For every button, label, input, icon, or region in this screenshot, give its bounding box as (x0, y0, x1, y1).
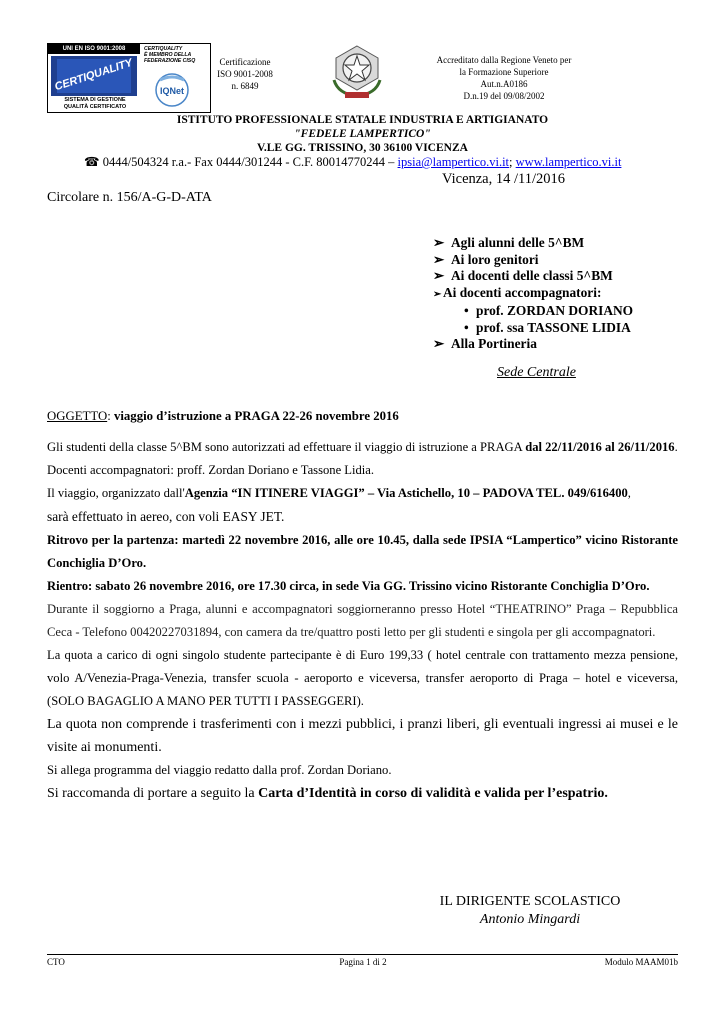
recipient-item (433, 336, 633, 353)
member-caption (144, 46, 208, 64)
accredit-line-1: Accreditato dalla Regione Veneto per (436, 55, 572, 65)
recipient-label: Agli alunni delle 5^BM (451, 235, 585, 250)
iqnet-logo (146, 70, 204, 110)
member-line-1: CERTIQUALITY (144, 46, 183, 52)
recipient-item (433, 285, 633, 304)
system-line-1: SISTEMA DI GESTIONE (64, 97, 126, 103)
paragraph-text: . (674, 440, 678, 454)
recipient-item (433, 235, 633, 252)
paragraph-id-card (47, 782, 678, 805)
paragraph-return: Rientro: sabato 26 novembre 2016, ore 17.30 circa, in sede Via GG. Trissino vicino Ristorante Conchiglia D’Oro. (47, 579, 650, 593)
arrow-bullet-icon: ➢ (433, 235, 445, 250)
member-line-2: È MEMBRO DELLA (144, 52, 192, 58)
arrow-bullet-icon: ➢ (433, 251, 445, 267)
school-name: ISTITUTO PROFESSIONALE STATALE INDUSTRIA E ARTIGIANATO (176, 114, 549, 126)
accredit-line-4: D.n.19 del 09/08/2002 (463, 91, 545, 101)
paragraph-text: Gli studenti della classe 5^BM sono autorizzati ad effettuare il viaggio di istruzione a PRAGA (47, 440, 526, 454)
telephone-icon: ☎ (84, 155, 100, 169)
paragraph-authorization (47, 436, 678, 459)
cert-line-1: Certificazione (219, 57, 271, 67)
paragraph-teachers: Docenti accompagnatori: proff. Zordan Doriano e Tassone Lidia. (47, 463, 375, 477)
recipient-label: Alla Portineria (451, 336, 537, 351)
paragraph-text: , (627, 486, 631, 500)
school-address: V.LE GG. TRISSINO, 30 36100 VICENZA (257, 142, 468, 154)
certiquality-emblem (51, 56, 137, 96)
accredit-line-3: Aut.n.A0186 (480, 79, 528, 89)
signature-block (420, 893, 640, 929)
agency-name: Agenzia “IN ITINERE VIAGGI” – Via Astichello, 10 – PADOVA TEL. 049/616400 (184, 486, 628, 500)
oggetto-label: OGGETTO (47, 409, 108, 423)
bullet-icon: • (464, 303, 469, 318)
signature-name: Antonio Mingardi (479, 912, 581, 927)
school-header (100, 113, 625, 155)
sede-label: Sede Centrale (497, 365, 576, 380)
recipient-label: Ai loro genitori (451, 251, 539, 267)
paragraph-text: sarà effettuato in aereo, con voli EASY JET. (47, 509, 285, 524)
contact-text: 0444/504324 r.a.- Fax 0444/301244 - C.F. 80014770244 – (99, 155, 398, 169)
recipient-subitem (433, 303, 633, 320)
signature-title: IL DIRIGENTE SCOLASTICO (439, 894, 621, 909)
oggetto-line (47, 408, 399, 424)
iqnet-text: IQNet (159, 86, 185, 96)
paragraph-agency (47, 482, 678, 529)
system-caption (50, 97, 140, 110)
id-card-requirement: Carta d’Identità in corso di validità e valida per l’espatrio. (258, 786, 608, 801)
recipient-label: prof. ssa TASSONE LIDIA (476, 319, 631, 335)
recipient-label: Ai docenti accompagnatori: (443, 284, 602, 300)
certiquality-logo (47, 43, 211, 113)
email-link[interactable]: ipsia@lampertico.vi.it (397, 155, 510, 169)
system-line-2: QUALITÀ CERTIFICATO (63, 103, 127, 110)
accredit-line-2: la Formazione Superiore (459, 67, 549, 77)
cert-line-2: ISO 9001-2008 (217, 69, 273, 79)
footer-left: CTO (47, 957, 65, 967)
paragraph-attachment: Si allega programma del viaggio redatto dalla prof. Zordan Doriano. (47, 763, 392, 777)
member-line-3: FEDERAZIONE CISQ (144, 58, 196, 64)
oggetto-colon: : (107, 409, 114, 423)
paragraph-exclusions: La quota non comprende i trasferimenti con i mezzi pubblici, i pranzi liberi, gli eventuali ingressi ai musei e le visite ai monumenti. (47, 717, 678, 755)
school-dedication: "FEDELE LAMPERTICO" (294, 128, 431, 140)
recipient-label: prof. ZORDAN DORIANO (476, 303, 634, 318)
iso-header: UNI EN ISO 9001:2008 (48, 44, 140, 54)
recipient-subitem (433, 320, 633, 337)
letter-body (47, 436, 678, 805)
arrow-bullet-icon: ➢ (433, 288, 442, 300)
date-line: Vicenza, 14 /11/2016 (442, 171, 566, 187)
arrow-bullet-icon: ➢ (433, 336, 445, 351)
footer-page-number: Pagina 1 di 2 (339, 957, 387, 967)
bullet-icon: • (464, 319, 469, 335)
oggetto-text: viaggio d’istruzione a PRAGA 22-26 novembre 2016 (113, 409, 399, 423)
recipient-item (433, 252, 633, 269)
footer-divider (47, 954, 678, 955)
arrow-bullet-icon: ➢ (433, 268, 445, 283)
website-link[interactable]: www.lampertico.vi.it (515, 155, 622, 169)
contact-line (84, 155, 621, 170)
paragraph-departure: Ritrovo per la partenza: martedì 22 novembre 2016, alle ore 10.45, dalla sede IPSIA “Lampertico” vicino Ristorante Conchiglia D’Oro. (47, 533, 678, 570)
brand-text: CERTIQUALITY (53, 56, 135, 94)
paragraph-text: Il viaggio, organizzato dall' (47, 486, 185, 500)
republic-emblem-icon (328, 40, 386, 102)
paragraph-fee: La quota a carico di ogni singolo studente partecipante è di Euro 199,33 ( hotel centrale con trattamento mezza pensione, volo A/Venezia-Praga-Venezia, transfer scuola - aeroporto e viceversa, transfer aeroporto di Praga – hotel e viceversa, (SOLO BAGAGLIO A MANO PER TUTTI I PASSEGGERI). (47, 648, 678, 708)
paragraph-text: Si raccomanda di portare a seguito la (47, 786, 259, 801)
circolare-number: Circolare n. 156/A-G-D-ATA (47, 190, 212, 205)
footer-right: Modulo MAAM01b (604, 957, 678, 967)
trip-dates: dal 22/11/2016 al 26/11/2016 (525, 440, 675, 454)
contact-separator: ; (509, 155, 516, 169)
certification-block (210, 56, 280, 92)
cert-line-3: n. 6849 (231, 81, 259, 91)
recipient-label: Ai docenti delle classi 5^BM (451, 268, 613, 283)
recipient-item (433, 268, 633, 285)
accreditation-block (418, 54, 590, 102)
paragraph-hotel: Durante il soggiorno a Praga, alunni e accompagnatori soggiorneranno presso Hotel “THEATRINO” Praga – Repubblica Ceca - Telefono 00420227031894, con camera da tre/quattro posti letto per gli studenti e singola per gli accompagnatori. (47, 602, 678, 639)
recipient-list (433, 235, 633, 353)
